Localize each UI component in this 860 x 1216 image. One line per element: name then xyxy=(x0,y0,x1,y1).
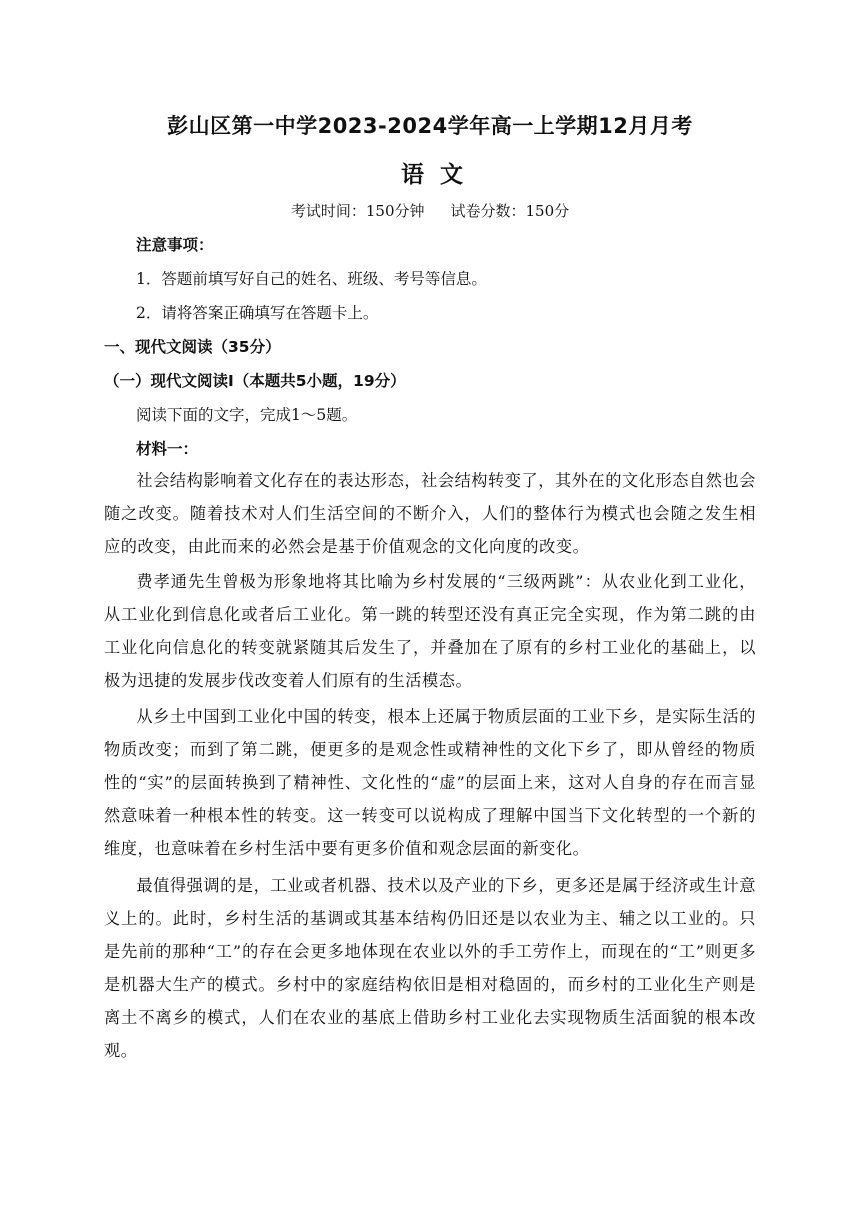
paragraph-4: 最值得强调的是，工业或者机器、技术以及产业的下乡，更多还是属于经济或生计意义上的。此时，乡村生活的基调或其基本结构仍旧还是以农业为主、辅之以工业的。只是先前的那种“工”的存在会更多地体现在农业以外的手工劳作上，而现在的“工”则更多是机器大生产的模式。乡村中的家庭结构依旧是相对稳固的，而乡村的工业化生产则是离土不离乡的模式，人们在农业的基底上借助乡村工业化去实现物质生活面貌的根本改观。 xyxy=(104,876,756,1060)
notice-item-1: 1．答题前填写好自己的姓名、班级、考号等信息。 xyxy=(136,270,487,288)
notice-item-2: 2．请将答案正确填写在答题卡上。 xyxy=(136,304,379,322)
paragraph-3: 从乡土中国到工业化中国的转变，根本上还属于物质层面的工业下乡，是实际生活的物质改变；而到了第二跳，便更多的是观念性或精神性的文化下乡了，即从曾经的物质性的“实”的层面转换到了精神性、文化性的“虚”的层面上来，这对人自身的存在而言显然意味着一种根本性的转变。这一转变可以说构成了理解中国当下文化转型的一个新的维度，也意味着在乡村生活中要有更多价值和观念层面的新变化。 xyxy=(104,707,756,858)
reading-instruction: 阅读下面的文字，完成1～5题。 xyxy=(136,406,358,424)
exam-info xyxy=(0,200,860,221)
subject-title: 语文 xyxy=(401,162,479,188)
exam-score: 试卷分数：150分 xyxy=(450,202,570,220)
paragraph-2: 费孝通先生曾极为形象地将其比喻为乡村发展的“三级两跳”：从农业化到工业化，从工业化到信息化或者后工业化。第一跳的转型还没有真正完全实现，作为第二跳的由工业化向信息化的转变就紧随其后发生了，并叠加在了原有的乡村工业化的基础上，以极为迅捷的发展步伐改变着人们原有的生活模态。 xyxy=(104,572,756,690)
exam-title: 彭山区第一中学2023-2024学年高一上学期12月月考 xyxy=(167,114,693,138)
section-subtitle: （一）现代文阅读Ⅰ（本题共5小题，19分） xyxy=(104,372,406,390)
paragraph-1: 社会结构影响着文化存在的表达形态，社会结构转变了，其外在的文化形态自然也会随之改变。随着技术对人们生活空间的不断介入，人们的整体行为模式也会随之发生相应的改变，由此而来的必然会是基于价值观念的文化向度的改变。 xyxy=(104,471,756,556)
section-title: 一、现代文阅读（35分） xyxy=(104,338,281,356)
notice-heading: 注意事项： xyxy=(136,236,214,254)
exam-time: 考试时间：150分钟 xyxy=(290,202,425,220)
material-label: 材料一： xyxy=(136,440,199,458)
